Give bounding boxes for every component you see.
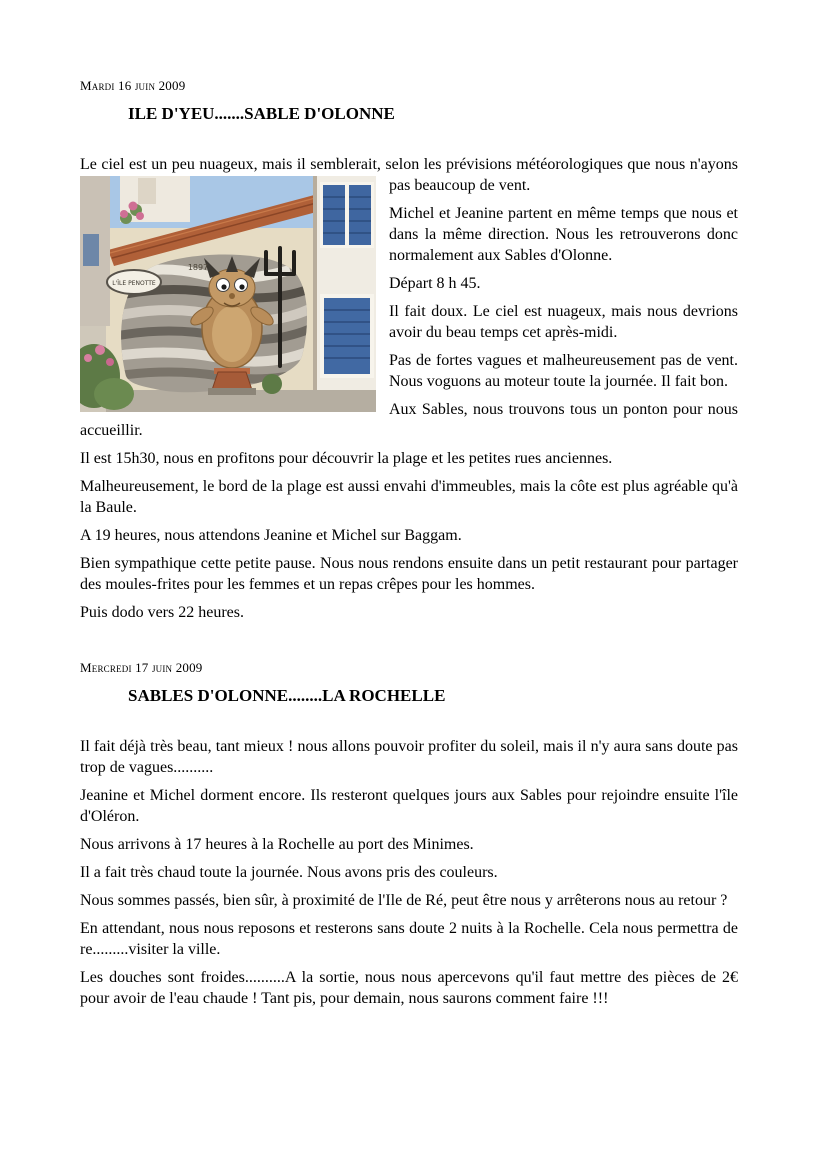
paragraph: Aux Sables, nous trouvons tous un ponton pour nous accueillir.: [80, 401, 738, 439]
photo-left-building: [80, 176, 110, 326]
photo-ile-penotte: [80, 176, 376, 412]
paragraph: Le ciel est un peu nuageux, mais il semblerait, selon les prévisions météorologiques que nous n'ayons pas beaucoup de vent.: [80, 156, 738, 194]
paragraph: Pas de fortes vagues et malheureusement pas de vent. Nous voguons au moteur toute la journée. Il fait bon.: [389, 352, 738, 390]
paragraph: Bien sympathique cette petite pause. Nous nous rendons ensuite dans un petit restaurant pour partager des moules-frites pour les femmes et un repas crêpes pour les hommes.: [80, 555, 738, 593]
paragraph: Départ 8 h 45.: [389, 275, 481, 292]
entry-date: Mardi 16 juin 2009: [80, 78, 186, 93]
paragraph: Les douches sont froides..........A la sortie, nous nous apercevons qu'il faut mettre des pièces de 2€ pour avoir de l'eau chaude ! Tant pis, pour demain, nous saurons comment faire !!!: [80, 969, 738, 1007]
blue-shutters-top: [320, 182, 374, 248]
entry-title: SABLES D'OLONNE........LA ROCHELLE: [128, 686, 446, 705]
journal-entry-wednesday: [80, 660, 738, 1009]
blue-shutters-bottom: [320, 294, 374, 378]
paragraph: Puis dodo vers 22 heures.: [80, 604, 244, 621]
paragraph: Il a fait très chaud toute la journée. Nous avons pris des couleurs.: [80, 864, 498, 881]
paragraph: Il est 15h30, nous en profitons pour découvrir la plage et les petites rues anciennes.: [80, 450, 613, 467]
paragraph: Jeanine et Michel dorment encore. Ils resteront quelques jours aux Sables pour rejoindre ensuite l'île d'Oléron.: [80, 787, 738, 825]
paragraph: En attendant, nous nous reposons et resterons sans doute 2 nuits à la Rochelle. Cela nous permettra de re.........visiter la ville.: [80, 920, 738, 958]
entry-body: [80, 736, 738, 1009]
paragraph: Il fait déjà très beau, tant mieux ! nous allons pouvoir profiter du soleil, mais il n'y aura sans doute pas trop de vagues..........: [80, 738, 738, 776]
paragraph: Nous sommes passés, bien sûr, à proximité de l'Ile de Ré, peut être nous y arrêterons nous au retour ?: [80, 892, 728, 909]
penotte-sign-label: L'ÎLE PENOTTE: [112, 280, 156, 287]
penotte-sign: [107, 270, 161, 294]
paragraph: Malheureusement, le bord de la plage est aussi envahi d'immeubles, mais la côte est plus agréable qu'à la Baule.: [80, 478, 738, 516]
paragraph: Il fait doux. Le ciel est nuageux, mais nous devrions avoir du beau temps cet après-midi.: [389, 303, 738, 341]
paragraph: Michel et Jeanine partent en même temps que nous et dans la même direction. Nous les retrouverons donc normalement aux Sables d'Olonne.: [389, 205, 738, 264]
entry-body: [80, 154, 738, 630]
journal-entry-tuesday: [80, 78, 738, 630]
paragraph: A 19 heures, nous attendons Jeanine et Michel sur Baggam.: [80, 527, 462, 544]
entry-date: Mercredi 17 juin 2009: [80, 660, 203, 675]
penotte-year-label: 1897: [187, 263, 209, 272]
paragraph: Nous arrivons à 17 heures à la Rochelle au port des Minimes.: [80, 836, 474, 853]
entry-title: ILE D'YEU.......SABLE D'OLONNE: [128, 104, 395, 123]
